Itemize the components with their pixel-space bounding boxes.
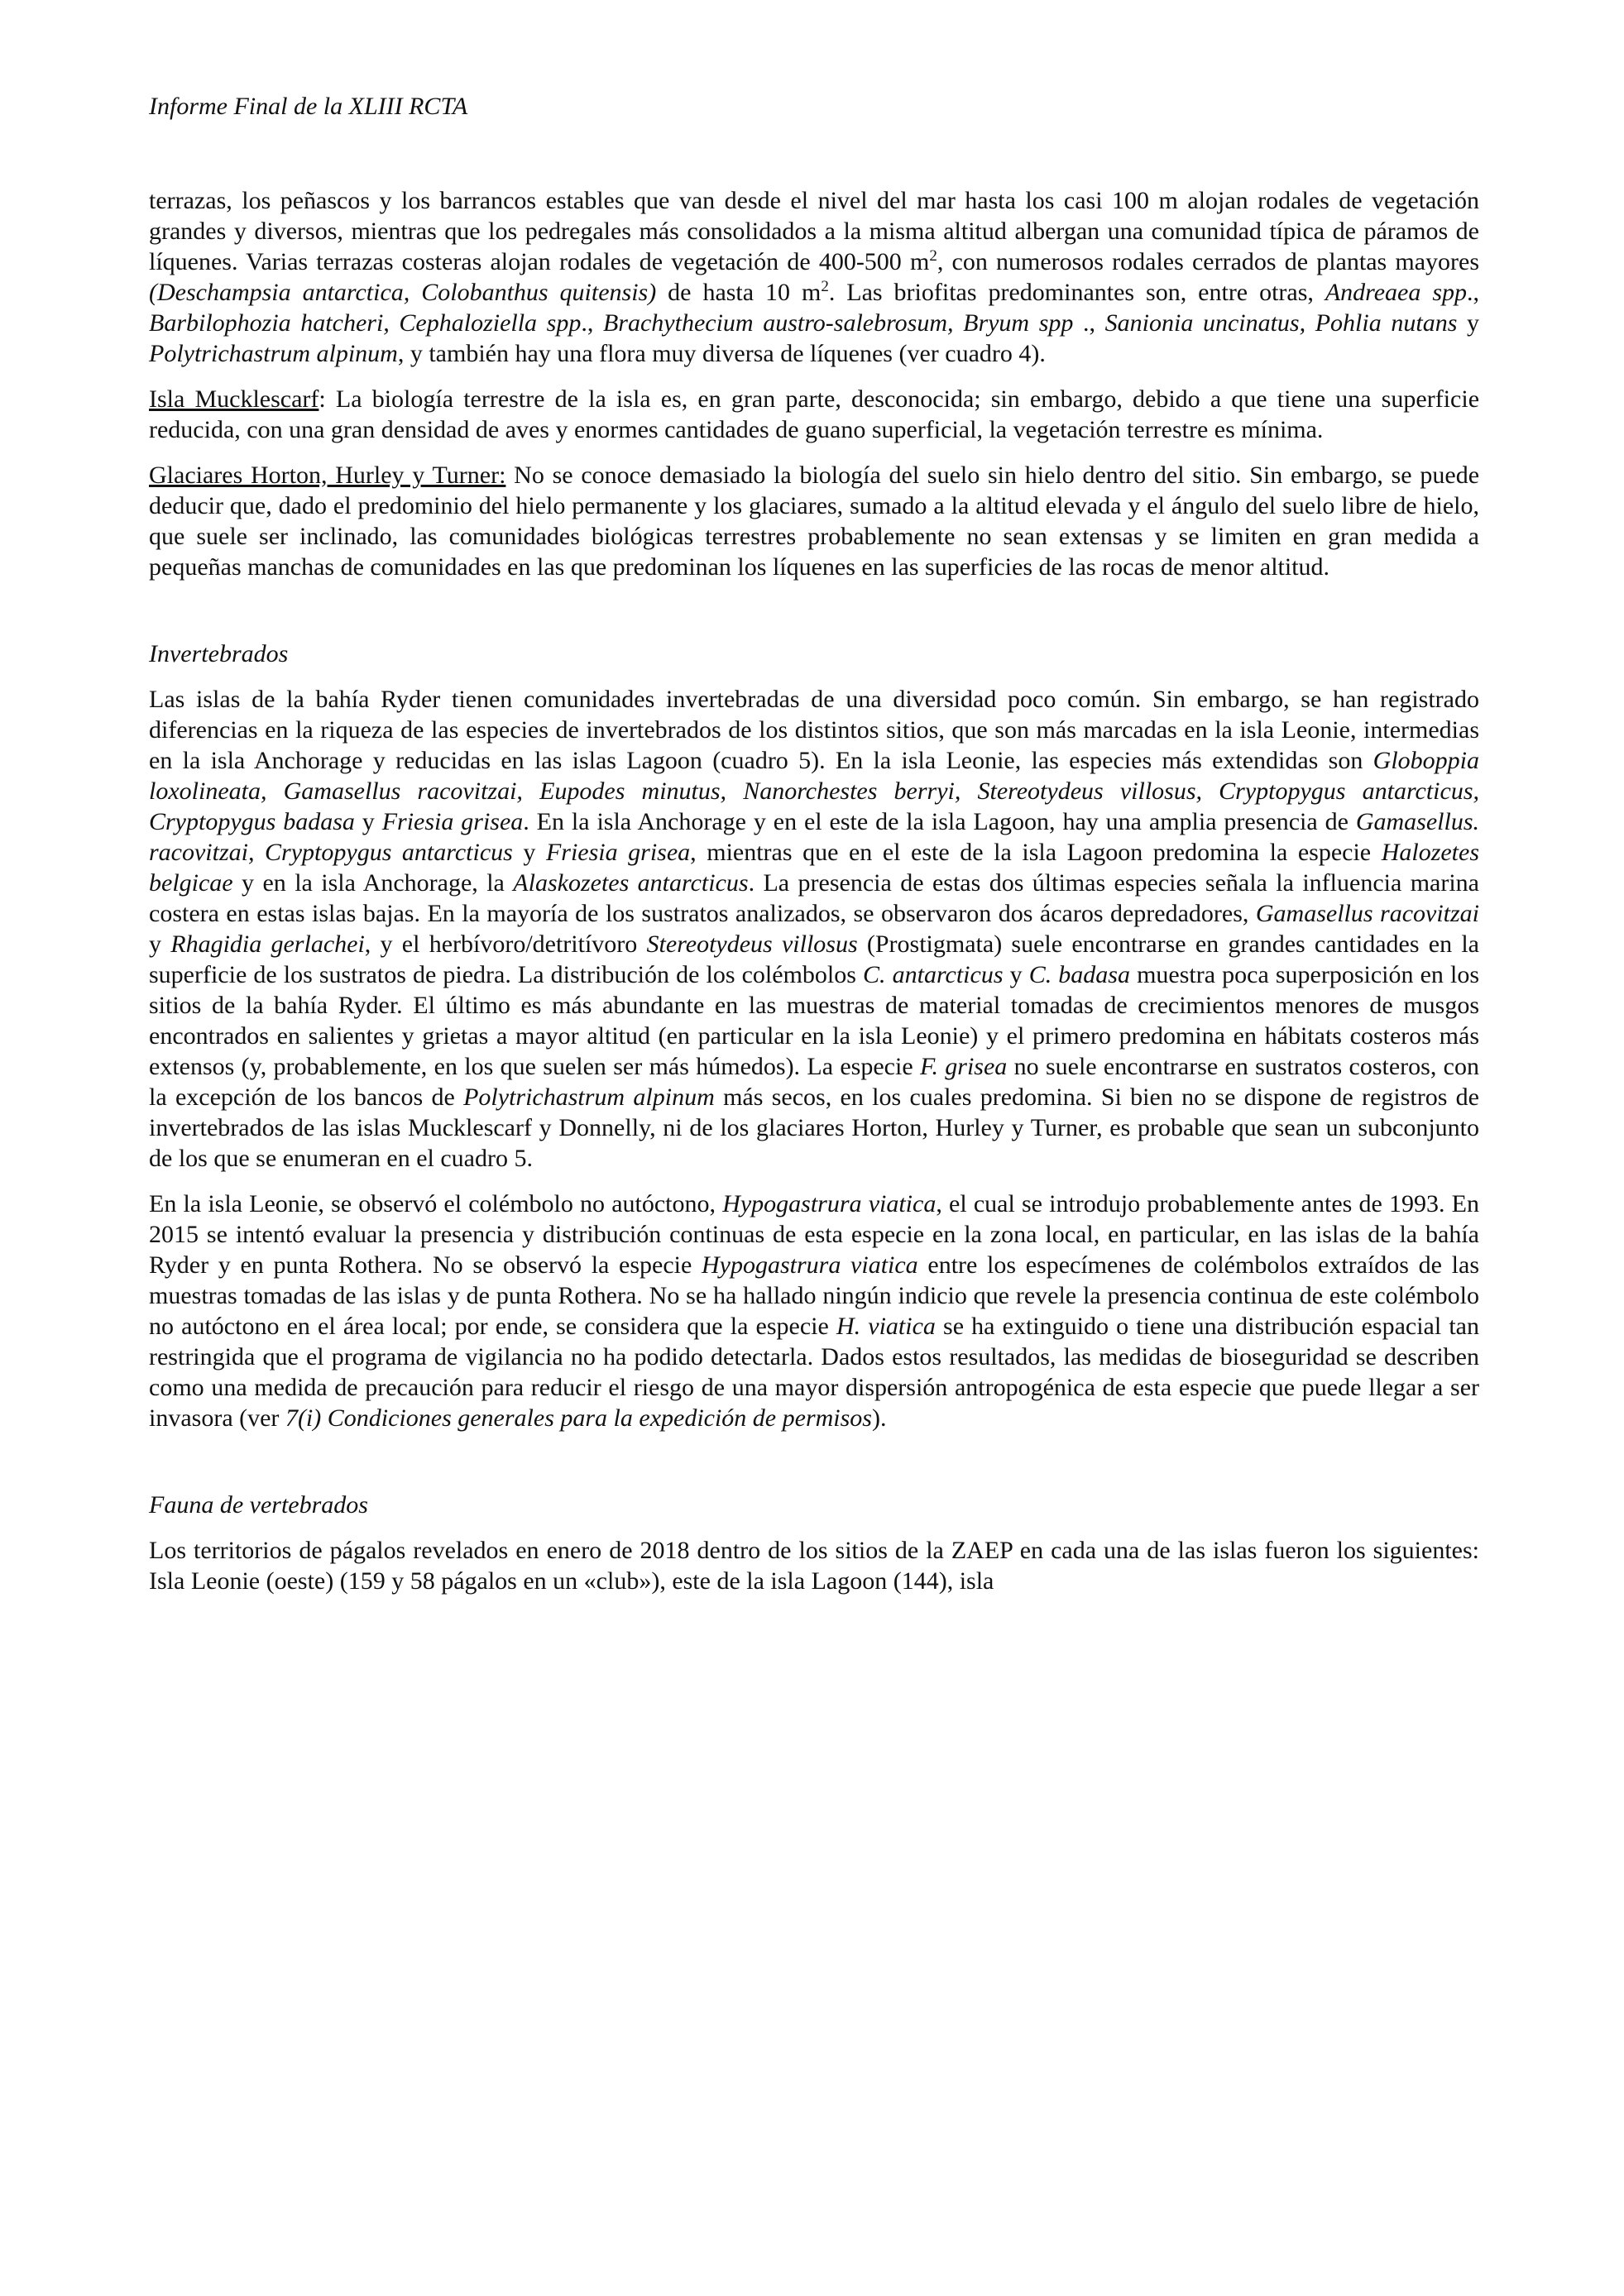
paragraph-non-native-species bbox=[149, 1189, 1479, 1433]
species-name: C. antarcticus bbox=[863, 961, 1004, 988]
superscript: 2 bbox=[929, 247, 937, 265]
species-name: Hypogastrura viatica bbox=[722, 1190, 937, 1217]
site-label: Glaciares Horton, Hurley y Turner: bbox=[149, 462, 506, 489]
text-span: ., bbox=[1467, 279, 1480, 306]
text-span: ., bbox=[581, 309, 603, 337]
text-span: terrazas, los peñascos y los barrancos estables que van desde el nivel del mar hasta los casi 100 m alojan rodales de vegetación grandes y diversos, mientras que los pedregales más consolidados a la misma altitud albergan una comunidad típica de páramos de líquenes. Varias terrazas costeras alojan rodales de vegetación de 400-500 m bbox=[149, 187, 1479, 275]
text-span: , con numerosos rodales cerrados de plantas mayores bbox=[937, 248, 1479, 275]
text-span: , y el herbívoro/detritívoro bbox=[364, 930, 647, 958]
paragraph-invertebrates bbox=[149, 684, 1479, 1174]
species-name: Polytrichastrum alpinum bbox=[149, 340, 398, 367]
species-name: Andreaea spp bbox=[1325, 279, 1468, 306]
superscript: 2 bbox=[821, 278, 829, 295]
text-span: . La presencia de estas dos últimas especies señala la influencia marina costera en estas islas bajas. En la mayoría de los sustratos analizados, se observaron dos ácaros depredadores, bbox=[149, 869, 1479, 927]
species-name: Barbilophozia hatcheri, Cephaloziella spp bbox=[149, 309, 582, 337]
section-heading-invertebrados: Invertebrados bbox=[149, 640, 289, 667]
text-span: (Prostigmata) suele encontrarse en grandes cantidades en la superficie de los sustratos de piedra. La distribución de los colémbolos bbox=[149, 930, 1479, 988]
text-span: En la isla Leonie, se observó el colémbolo no autóctono, bbox=[149, 1190, 723, 1217]
cross-reference: 7(i) Condiciones generales para la expedición de permisos bbox=[285, 1404, 872, 1432]
text-span: muestra poca superposición en los sitios de la bahía Ryder. El último es más abundante en las muestras de material tomadas de crecimientos menores de musgos encontrados en salientes y grietas a mayor altitud (en particular en la isla Leonie) y el primero predomina en hábitats costeros más extensos (y, probablemente, en los que suelen ser más húmedos). La especie bbox=[149, 961, 1480, 1080]
site-label: Isla Mucklescarf bbox=[149, 385, 319, 413]
paragraph-glaciers bbox=[149, 460, 1479, 582]
document-page bbox=[149, 91, 1479, 1596]
paragraph-mucklescarf bbox=[149, 384, 1479, 445]
species-name: Gamasellus racovitzai bbox=[1255, 900, 1480, 927]
text-span: ). bbox=[871, 1404, 887, 1432]
species-name: Rhagidia gerlachei bbox=[170, 930, 365, 958]
species-name: Hypogastrura viatica bbox=[702, 1251, 918, 1279]
text-span: y bbox=[1003, 961, 1029, 988]
species-name: Polytrichastrum alpinum bbox=[463, 1083, 715, 1111]
paragraph-vertebrates: Los territorios de págalos revelados en enero de 2018 dentro de los sitios de la ZAEP en cada una de las islas fueron los siguientes: Isla Leonie (oeste) (159 y 58 págalos en un «club»), este de la isla Lagoon (144), isla bbox=[149, 1537, 1479, 1595]
text-span: más secos, en los cuales predomina. Si bien no se dispone de registros de invertebrados de las islas Mucklescarf y Donnelly, ni de los glaciares Horton, Hurley y Turner, es probable que sean un subconjunto de los que se enumeran en el cuadro 5. bbox=[149, 1083, 1479, 1172]
text-span: y bbox=[149, 930, 171, 958]
species-name: Alaskozetes antarcticus bbox=[513, 869, 749, 897]
text-span: se ha extinguido o tiene una distribución espacial tan restringida que el programa de vigilancia no ha podido detectarla. Dados estos resultados, las medidas de bioseguridad se describen como una medida de precaución para reducir el riesgo de una mayor dispersión antropogénica de esta especie que puede llegar a ser invasora (ver bbox=[149, 1313, 1479, 1432]
text-span: y bbox=[354, 808, 382, 835]
species-name: Gamasellus. racovitzai, Cryptopygus antarcticus bbox=[149, 808, 1479, 866]
text-span: y bbox=[1457, 309, 1479, 337]
species-name: Friesia grisea bbox=[545, 839, 691, 866]
paragraph-vegetation bbox=[149, 185, 1479, 369]
text-span: no suele encontrarse en sustratos costeros, con la excepción de los bancos de bbox=[149, 1053, 1479, 1111]
species-name: F. grisea bbox=[919, 1053, 1008, 1080]
species-name: Halozetes belgicae bbox=[149, 839, 1480, 897]
text-span: , el cual se introdujo probablemente antes de 1993. En 2015 se intentó evaluar la presencia y distribución continuas de esta especie en la zona local, en particular, en las islas de la bahía Ryder y en punta Rothera. No se observó la especie bbox=[149, 1190, 1480, 1279]
text-span: , y también hay una flora muy diversa de líquenes (ver cuadro 4). bbox=[397, 340, 1046, 367]
text-span: . En la isla Anchorage y en el este de la isla Lagoon, hay una amplia presencia de bbox=[523, 808, 1356, 835]
text-span: : La biología terrestre de la isla es, en gran parte, desconocida; sin embargo, debido a que tiene una superficie reducida, con una gran densidad de aves y enormes cantidades de guano superficial, la vegetación terrestre es mínima. bbox=[149, 385, 1480, 443]
text-span: y bbox=[512, 839, 546, 866]
species-name: C. badasa bbox=[1028, 961, 1130, 988]
text-span: y en la isla Anchorage, la bbox=[232, 869, 514, 897]
species-name: H. viatica bbox=[836, 1313, 936, 1340]
text-span: Las islas de la bahía Ryder tienen comunidades invertebradas de una diversidad poco común. Sin embargo, se han registrado diferencias en la riqueza de las especies de invertebrados de los distintos sitios, que son más marcadas en la isla Leonie, intermedias en la isla Anchorage y reducidas en las islas Lagoon (cuadro 5). En la isla Leonie, las especies más extendidas son bbox=[149, 686, 1479, 774]
species-name: Stereotydeus villosus bbox=[646, 930, 858, 958]
species-name: Sanionia uncinatus, Pohlia nutans bbox=[1104, 309, 1458, 337]
text-span: . Las briofitas predominantes son, entre otras, bbox=[828, 279, 1325, 306]
species-name: (Deschampsia antarctica, Colobanthus quitensis) bbox=[149, 279, 657, 306]
species-name: Brachythecium austro-salebrosum, Bryum spp bbox=[602, 309, 1074, 337]
species-name: Friesia grisea bbox=[381, 808, 524, 835]
species-name: Globoppia loxolineata, Gamasellus racovitzai, Eupodes minutus, Nanorchestes berryi, Stereotydeus villosus, Cryptopygus antarcticus, Cryptopygus badasa bbox=[149, 747, 1479, 835]
text-span: ., bbox=[1073, 309, 1105, 337]
text-span: entre los especímenes de colémbolos extraídos de las muestras tomadas de las islas y de punta Rothera. No se ha hallado ningún indicio que revele la presencia continua de este colémbolo no autóctono en el área local; por ende, se considera que la especie bbox=[149, 1251, 1480, 1340]
text-span: , mientras que en el este de la isla Lagoon predomina la especie bbox=[690, 839, 1382, 866]
text-span: de hasta 10 m bbox=[656, 279, 822, 306]
section-heading-fauna-vertebrados: Fauna de vertebrados bbox=[149, 1491, 368, 1519]
text-span: No se conoce demasiado la biología del suelo sin hielo dentro del sitio. Sin embargo, se puede deducir que, dado el predominio del hielo permanente y los glaciares, sumado a la altitud elevada y el ángulo del suelo libre de hielo, que suele ser inclinado, las comunidades biológicas terrestres probablemente no sean extensas y se limiten en gran medida a pequeñas manchas de comunidades en las que predominan los líquenes en las superficies de las rocas de menor altitud. bbox=[149, 462, 1480, 581]
running-header: Informe Final de la XLIII RCTA bbox=[149, 93, 468, 120]
